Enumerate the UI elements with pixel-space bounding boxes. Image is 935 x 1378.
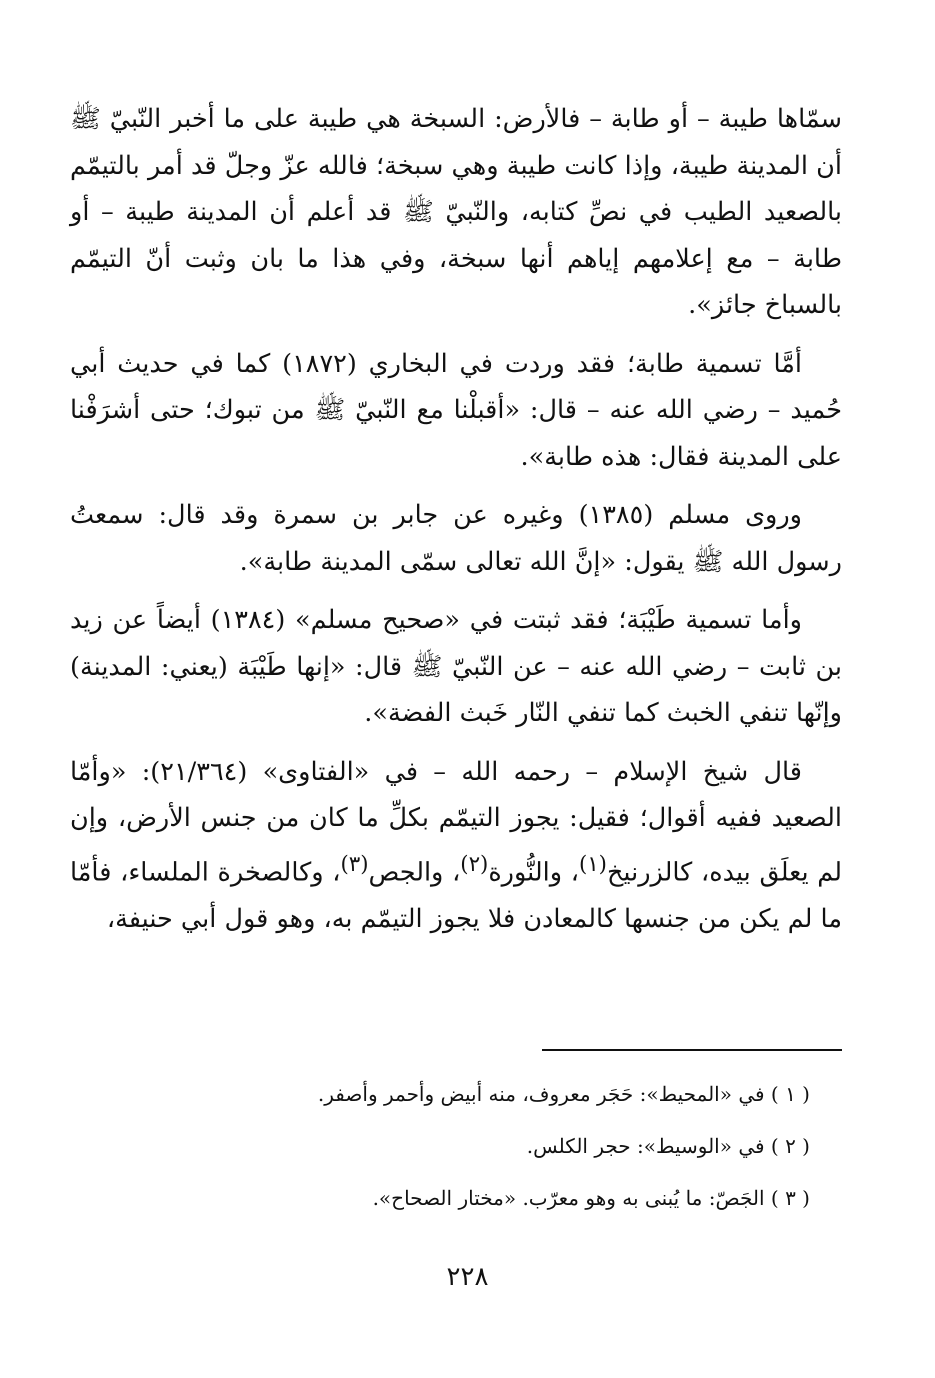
footnote-divider xyxy=(542,1049,842,1051)
footnote-ref-2[interactable]: (٢) xyxy=(460,851,489,877)
footnotes xyxy=(90,1068,810,1224)
paragraph-2: أمَّا تسمية طابة؛ فقد وردت في البخاري (١٨٧٢) كما في حديث أبي حُميد – رضي الله عنه – قال: «أقبلْنا مع النّبيّ ﷺ من تبوك؛ حتى أشرَفْنا على المدينة فقال: هذه طابة». xyxy=(70,348,842,472)
paragraph-5-part-4: ، وكالصخرة الملساء، فأمّا ما لم يكن من جنسها كالمعادن فلا يجوز التيمّم به، وهو قول أبي حنيفة، xyxy=(70,857,842,934)
page-number: ٢٢٨ xyxy=(446,1262,489,1292)
paragraph-5 xyxy=(70,749,842,943)
footnote-ref-1[interactable]: (١) xyxy=(578,851,607,877)
paragraph-5-part-1: قال شيخ الإسلام – رحمه الله – في «الفتاوى» (٢١/٣٦٤): «وأمّا الصعيد ففيه أقوال؛ فقيل: يجوز التيمّم بكلِّ ما كان من جنس الأرض، وإن لم يعلَق بيده، كالزرنيخ xyxy=(70,756,842,887)
footnote-ref-3[interactable]: (٣) xyxy=(340,851,369,877)
footnote-3: ( ٣ ) الجَصّ: ما يُبنى به وهو معرّب. «مختار الصحاح». xyxy=(372,1186,810,1210)
paragraph-5-part-2: ، والنُّورة xyxy=(488,857,579,887)
paragraph-5-part-3: ، والجص xyxy=(368,857,461,887)
paragraph-3: وروى مسلم (١٣٨٥) وغيره عن جابر بن سمرة وقد قال: سمعتُ رسول الله ﷺ يقول: «إنَّ الله تعالى سمّى المدينة طابة». xyxy=(70,500,842,577)
paragraph-1: سمّاها طيبة – أو طابة – فالأرض: السبخة هي طيبة على ما أخبر النّبيّ ﷺ أن المدينة طيبة، وإذا كانت طيبة وهي سبخة؛ فالله عزّ وجلّ قد أمر بالتيمّم بالصعيد الطيب في نصِّ كتابه، والنّبيّ ﷺ قد أعلم أن المدينة طيبة – أو طابة – مع إعلامهم إياهم أنها سبخة، وفي هذا ما بان وثبت أنّ التيمّم بالسباخ جائز». xyxy=(70,104,842,320)
footnote-2: ( ٢ ) في «الوسيط»: حجر الكلس. xyxy=(526,1134,810,1158)
main-text xyxy=(70,96,842,954)
paragraph-4: وأما تسمية طَيْبَة؛ فقد ثبتت في «صحيح مسلم» (١٣٨٤) أيضاً عن زيد بن ثابت – رضي الله عنه – عن النّبيّ ﷺ قال: «إنها طَيْبَة (يعني: المدينة) وإنّها تنفي الخبث كما تنفي النّار خَبث الفضة». xyxy=(70,605,842,728)
footnote-1: ( ١ ) في «المحيط»: حَجَر معروف، منه أبيض وأحمر وأصفر. xyxy=(317,1082,810,1106)
